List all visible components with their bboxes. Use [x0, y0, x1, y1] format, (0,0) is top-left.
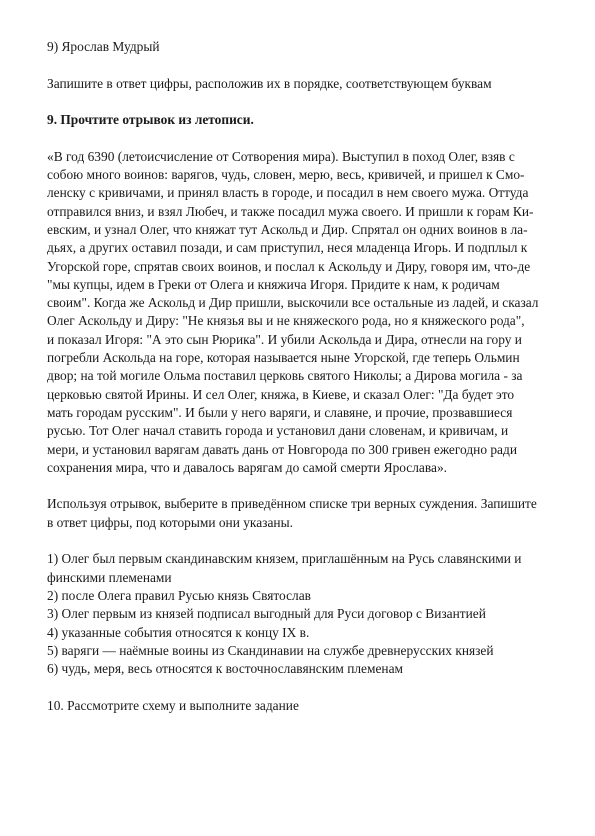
chronicle-line: сохранения мира, что и давалось варягам до самой смерти Ярослава». [47, 459, 447, 475]
chronicle-line: отправился вниз, и взял Любеч, и также посадил мужа своего. И пришли к горам Ки- [47, 203, 534, 219]
chronicle-line: церковью святой Ирины. И сел Олег, княжа, в Киеве, и сказал Олег: "Да будет это [47, 386, 515, 402]
spacer [47, 56, 557, 74]
chronicle-line: "мы купцы, идем в Греки от Олега и княжича Игоря. Придите к нам, к родичам [47, 276, 500, 292]
option-item: 5) варяги — наёмные воины из Скандинавии на службе древнерусских князей [47, 642, 494, 658]
chronicle-line: и показал Игоря: "А это сын Рюрика". И убили Аскольда и Дира, отнесли на гору и [47, 331, 522, 347]
prev-answer-item: 9) Ярослав Мудрый [47, 39, 160, 54]
option-item: 4) указанные события относятся к концу IX в. [47, 624, 310, 640]
prev-instruction: Запишите в ответ цифры, расположив их в порядке, соответствующем буквам [47, 75, 492, 91]
chronicle-line: мать городам русским". И были у него варяги, и славяне, и прочие, прозвавшиеся [47, 404, 513, 420]
task-question [47, 495, 557, 532]
chronicle-line: двор; на той могиле Ольма поставил церковь святого Николы; а Дирова могила - за [47, 368, 523, 384]
spacer [47, 477, 557, 495]
spacer [47, 129, 557, 147]
spacer [47, 93, 557, 111]
chronicle-line: Угорской горе, спрятав своих воинов, и послал к Аскольду и Диру, говоря им, что-де [47, 258, 531, 274]
option-item: 2) после Олега правил Русью князь Святослав [47, 587, 311, 603]
chronicle-line: русью. Тот Олег начал ставить города и установил дани словенам, и кривичам, и [47, 423, 509, 439]
option-item: 1) Олег был первым скандинавским князем, приглашённым на Русь славянскими и [47, 551, 522, 567]
chronicle-line: Олег Аскольду и Диру: "Не князья вы и не княжеского рода, но я княжеского рода", [47, 313, 525, 329]
answer-options-list [47, 550, 557, 678]
spacer [47, 678, 557, 696]
chronicle-line: собою много воинов: варягов, чудь, словен, мерю, весь, кривичей, и пришел к Смо- [47, 167, 525, 183]
chronicle-line: мери, и установил варягам давать дань от Новгорода по 300 гривен ежегодно ради [47, 441, 517, 457]
task-9-heading: 9. Прочтите отрывок из летописи. [47, 112, 254, 128]
option-item: 6) чудь, меря, весь относятся к восточнославянским племенам [47, 661, 404, 677]
option-item: 3) Олег первым из князей подписал выгодный для Руси договор с Византией [47, 606, 486, 622]
option-item: финскими племенами [47, 569, 172, 585]
document-page [47, 38, 557, 715]
question-line: Используя отрывок, выберите в приведённом списке три верных суждения. Запишите [47, 496, 537, 512]
chronicle-excerpt [47, 148, 557, 477]
question-line: в ответ цифры, под которыми они указаны. [47, 514, 293, 530]
chronicle-line: евским, и узнал Олег, что княжат тут Аскольд и Дир. Спрятал он одних воинов в ла- [47, 221, 528, 237]
chronicle-line: дьях, а других оставил позади, и сам приступил, неся младенца Игорь. И подплыл к [47, 240, 528, 256]
spacer [47, 532, 557, 550]
chronicle-line: своим". Когда же Аскольд и Дир пришли, выскочили все остальные из ладей, и сказал [47, 295, 539, 311]
task-10-heading: 10. Рассмотрите схему и выполните задание [47, 697, 299, 713]
chronicle-line: погребли Аскольда на горе, которая называется ныне Угорской, где теперь Ольмин [47, 350, 520, 366]
chronicle-line: «В год 6390 (летоисчисление от Сотворения мира). Выступил в поход Олег, взяв с [47, 148, 515, 164]
chronicle-line: ленску с кривичами, и принял власть в городе, и посадил в нем своего мужа. Оттуда [47, 185, 529, 201]
